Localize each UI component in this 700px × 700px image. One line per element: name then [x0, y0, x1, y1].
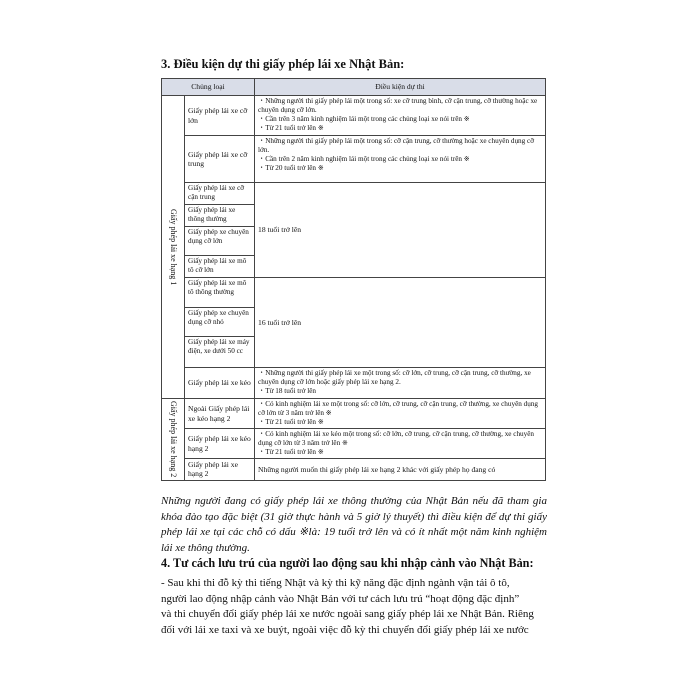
- license-type: Giấy phép lái xe cỡ lớn: [185, 96, 255, 136]
- license-type: Giấy phép lái xe kéo: [185, 368, 255, 399]
- condition-line: ・Có kinh nghiệm lái xe một trong số: cỡ lớn, cỡ trung, cỡ cận trung, cỡ thường, xe chuyên dụng cỡ lớn từ 3 năm trở lên ※: [258, 400, 539, 417]
- license-type: Giấy phép lái xe thông thường: [185, 205, 255, 227]
- table-row: [162, 278, 546, 308]
- license-conditions-table: [161, 78, 546, 481]
- license-type: Giấy phép xe chuyên dụng cỡ nhỏ: [185, 308, 255, 337]
- group-1-cell: [162, 96, 185, 399]
- header-conditions: Điều kiện dự thi: [255, 79, 546, 96]
- body-line: đối với lái xe taxi và xe buýt, ngoài việc đỗ kỳ thi chuyển đổi giấy phép lái xe nước: [161, 623, 529, 636]
- condition-line: ・Có kinh nghiệm lái xe kéo một trong số: cỡ lớn, cỡ trung, cỡ cận trung, cỡ thường, xe chuyên dụng cỡ lớn từ 3 năm trở lên ※: [258, 430, 535, 447]
- group-1-label: Giấy phép lái xe hạng 1: [169, 208, 178, 286]
- group-2-cell: [162, 399, 185, 481]
- table-row: [162, 136, 546, 183]
- condition-line: ・Từ 20 tuổi trở lên ※: [258, 164, 324, 172]
- condition-line: ・Từ 21 tuổi trở lên ※: [258, 124, 324, 132]
- table-row: [162, 399, 546, 429]
- table-row: [162, 96, 546, 136]
- table-row: [162, 459, 546, 481]
- condition-line: ・Những người thi giấy phép lái một trong số: xe cỡ trung bình, cỡ cận trung, cỡ thường hoặc xe chuyên dụng cỡ lớn.: [258, 97, 538, 114]
- condition-cell: [255, 399, 546, 429]
- condition-cell: [255, 429, 546, 459]
- condition-cell: Những người muốn thi giấy phép lái xe hạng 2 khác với giấy phép họ đang có: [255, 459, 546, 481]
- condition-cell-18: 18 tuổi trở lên: [255, 183, 546, 278]
- table-row: [162, 183, 546, 205]
- license-type: Ngoài Giấy phép lái xe kéo hạng 2: [185, 399, 255, 429]
- body-line: người lao động nhập cảnh vào Nhật Bản với tư cách lưu trú “hoạt động đặc định”: [161, 592, 520, 605]
- header-type: Chủng loại: [162, 79, 255, 96]
- section-4-heading: 4. Tư cách lưu trú của người lao động sau khi nhập cảnh vào Nhật Bản:: [161, 556, 534, 570]
- section-3-heading: 3. Điều kiện dự thi giấy phép lái xe Nhật Bản:: [161, 57, 405, 71]
- condition-line: ・Từ 21 tuổi trở lên ※: [258, 418, 324, 426]
- license-type: Giấy phép lái xe cỡ cận trung: [185, 183, 255, 205]
- condition-line: ・Những người thi giấy phép lái xe một trong số: cỡ lớn, cỡ trung, cỡ cận trung, cỡ thường, xe chuyên dụng cỡ lớn hoặc giấy phép lái xe hạng 2.: [258, 369, 531, 386]
- body-line: và thi chuyển đổi giấy phép lái xe nước ngoài sang giấy phép lái xe Nhật Bản. Riêng: [161, 608, 534, 621]
- condition-line: ・Những người thi giấy phép lái một trong số: cỡ cận trung, cỡ thường hoặc xe chuyên dụng cỡ lớn.: [258, 137, 535, 154]
- condition-line: ・Cần trên 3 năm kinh nghiệm lái một trong các chủng loại xe nói trên ※: [258, 115, 470, 123]
- condition-line: ・Từ 21 tuổi trở lên ※: [258, 448, 324, 456]
- condition-cell: [255, 368, 546, 399]
- condition-line: ・Cần trên 2 năm kinh nghiệm lái một trong các chủng loại xe nói trên ※: [258, 155, 470, 163]
- special-training-note: Những người đang có giấy phép lái xe thông thường của Nhật Bản nếu đã tham gia khóa đào tạo đặc biệt (31 giờ thực hành và 5 giờ lý thuyết) thì điều kiện để dự thi giấy phép lái xe tại các chỗ có dấu ※là: 19 tuổi trở lên và có ít nhất một năm kinh nghiệm lái xe thông thường.: [161, 495, 547, 554]
- table-header-row: [162, 79, 546, 96]
- license-type: Giấy phép lái xe mô tô cỡ lớn: [185, 256, 255, 278]
- body-line: - Sau khi thi đỗ kỳ thi tiếng Nhật và kỳ thi kỹ năng đặc định ngành vận tải ô tô,: [161, 577, 510, 589]
- license-type: Giấy phép lái xe mô tô thông thường: [185, 278, 255, 308]
- condition-cell-16: 16 tuổi trở lên: [255, 278, 546, 368]
- section-4-body: [161, 576, 547, 638]
- license-type: Giấy phép lái xe hạng 2: [185, 459, 255, 481]
- condition-cell: [255, 136, 546, 183]
- condition-line: ・Từ 18 tuổi trở lên: [258, 387, 317, 395]
- condition-cell: [255, 96, 546, 136]
- license-type: Giấy phép xe chuyên dụng cỡ lớn: [185, 227, 255, 256]
- table-row: [162, 368, 546, 399]
- license-type: Giấy phép lái xe cỡ trung: [185, 136, 255, 183]
- license-type: Giấy phép lái xe máy điện, xe dưới 50 cc: [185, 337, 255, 368]
- license-type: Giấy phép lái xe kéo hạng 2: [185, 429, 255, 459]
- group-2-label: Giấy phép lái xe hạng 2: [169, 401, 178, 478]
- table-row: [162, 429, 546, 459]
